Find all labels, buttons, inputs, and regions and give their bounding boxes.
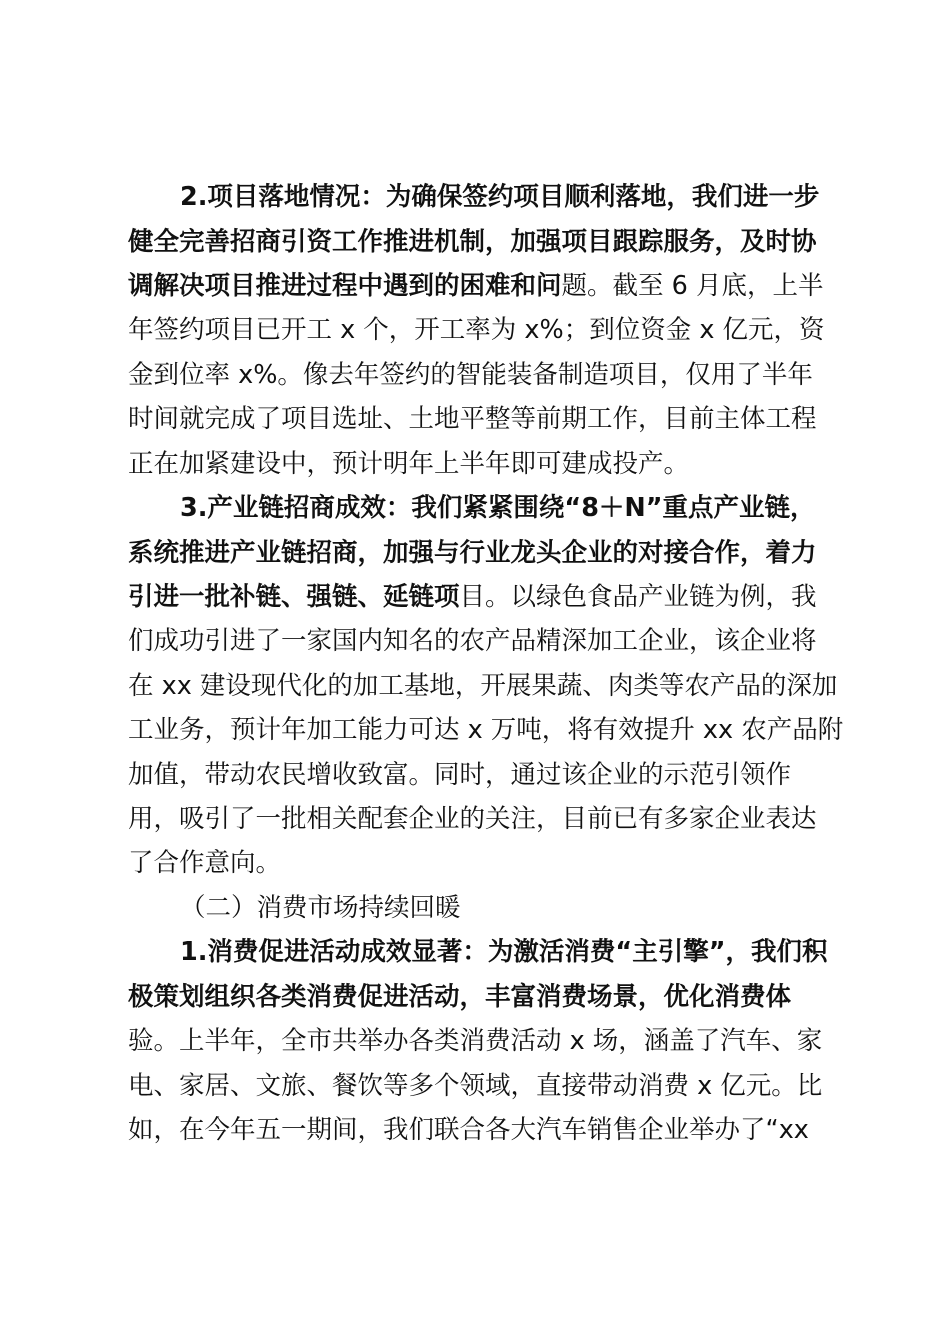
text-line bbox=[128, 449, 689, 479]
normal-run: 如，在今年五一期间，我们联合各大汽车销售企业举办了“xx bbox=[128, 1115, 809, 1145]
text-line bbox=[128, 848, 281, 878]
bold-run: 3.产业链招商成效：我们紧紧围绕“8＋N”重点产业链， bbox=[180, 493, 816, 523]
text-line bbox=[128, 404, 817, 434]
normal-run: 验。上半年，全市共举办各类消费活动 x 场，涵盖了汽车、家 bbox=[128, 1026, 823, 1056]
normal-run: 加值，带动农民增收致富。同时，通过该企业的示范引领作 bbox=[128, 760, 792, 790]
normal-run: 金到位率 x%。像去年签约的智能装备制造项目，仅用了半年 bbox=[128, 360, 813, 390]
text-line bbox=[180, 493, 816, 523]
text-line bbox=[180, 937, 827, 967]
text-line bbox=[128, 271, 823, 301]
text-line bbox=[128, 671, 837, 701]
text-line bbox=[128, 582, 817, 612]
bold-run: 调解决项目推进过程中遇到的困难和问 bbox=[128, 271, 562, 301]
text-line bbox=[128, 626, 817, 656]
bold-run: 2.项目落地情况：为确保签约项目顺利落地，我们进一步 bbox=[180, 182, 820, 212]
normal-run: 时间就完成了项目选址、土地平整等前期工作，目前主体工程 bbox=[128, 404, 817, 434]
text-line bbox=[128, 227, 817, 257]
bold-run: 系统推进产业链招商，加强与行业龙头企业的对接合作，着力 bbox=[128, 538, 817, 568]
text-line bbox=[128, 1115, 809, 1145]
normal-run: 目。以绿色食品产业链为例，我 bbox=[459, 582, 817, 612]
text-line bbox=[128, 760, 791, 790]
bold-run: 引进一批补链、强链、延链项 bbox=[128, 582, 460, 612]
text-line bbox=[128, 982, 791, 1012]
text-line bbox=[128, 538, 817, 568]
section-heading bbox=[180, 893, 461, 923]
text-line bbox=[180, 182, 819, 212]
normal-run: 们成功引进了一家国内知名的农产品精深加工企业，该企业将 bbox=[128, 626, 817, 656]
normal-run: 年签约项目已开工 x 个，开工率为 x%；到位资金 x 亿元，资 bbox=[128, 315, 825, 345]
text-line bbox=[128, 1071, 822, 1101]
normal-run: 在 xx 建设现代化的加工基地，开展果蔬、肉类等农产品的深加 bbox=[128, 671, 838, 701]
normal-run: 电、家居、文旅、餐饮等多个领域，直接带动消费 x 亿元。比 bbox=[128, 1071, 823, 1101]
normal-run: 用，吸引了一批相关配套企业的关注，目前已有多家企业表达 bbox=[128, 804, 817, 834]
normal-run: 正在加紧建设中，预计明年上半年即可建成投产。 bbox=[128, 449, 690, 479]
bold-run: 极策划组织各类消费促进活动，丰富消费场景，优化消费体 bbox=[128, 982, 792, 1012]
text-line bbox=[128, 315, 825, 345]
normal-run: 了合作意向。 bbox=[128, 848, 282, 878]
bold-run: 健全完善招商引资工作推进机制，加强项目跟踪服务，及时协 bbox=[128, 227, 817, 257]
text-line bbox=[128, 715, 843, 745]
normal-run: 工业务，预计年加工能力可达 x 万吨，将有效提升 xx 农产品附 bbox=[128, 715, 844, 745]
text-line bbox=[128, 804, 817, 834]
normal-run: （二）消费市场持续回暖 bbox=[180, 893, 461, 923]
text-line bbox=[128, 1026, 822, 1056]
bold-run: 1.消费促进活动成效显著：为激活消费“主引擎”，我们积 bbox=[180, 937, 828, 967]
text-line bbox=[128, 360, 813, 390]
normal-run: 题。截至 6 月底，上半 bbox=[561, 271, 824, 301]
